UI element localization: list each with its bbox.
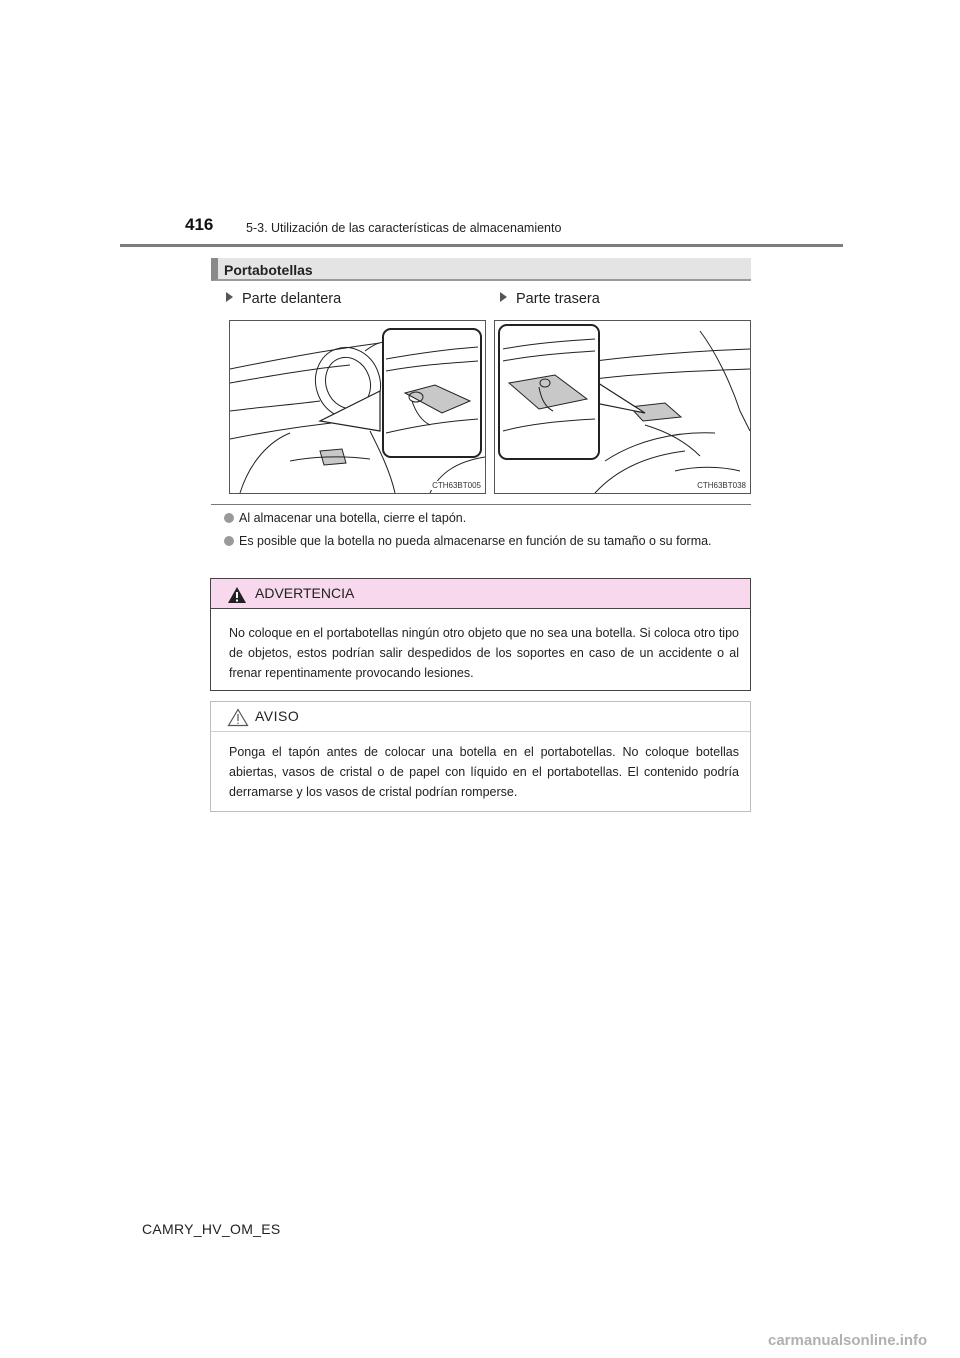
section-title: Portabotellas	[224, 262, 313, 278]
page-number: 416	[185, 215, 214, 234]
chapter-title: 5-3. Utilización de las características de almacenamiento	[246, 221, 562, 235]
round-bullet-icon	[224, 536, 234, 546]
figure-divider	[211, 504, 751, 505]
round-bullet-icon	[224, 513, 234, 523]
watermark: carmanualsonline.info	[768, 1332, 928, 1349]
rear-bottle-holder-illustration	[495, 321, 750, 493]
warning-body: No coloque en el portabotellas ningún otro objeto que no sea una botella. Si coloca otro tipo de objetos, estos podrían salir despedidos de los soportes en caso de un accidente o al frenar repentinamente provocando lesiones.	[229, 626, 739, 680]
warning-title: ADVERTENCIA	[255, 585, 355, 601]
figure-rear-bottle-holder	[494, 320, 751, 494]
header-divider	[120, 244, 843, 247]
notice-body: Ponga el tapón antes de colocar una botella en el portabotellas. No coloque botellas abiertas, vasos de cristal o de papel con líquido en el portabotellas. El contenido podría derramarse y los vasos de cristal podrían romperse.	[229, 745, 739, 799]
front-bottle-holder-illustration	[230, 321, 485, 493]
figure-front-bottle-holder	[229, 320, 486, 494]
figure-code-front: CTH63BT005	[432, 481, 481, 490]
caution-outline-icon	[227, 708, 249, 727]
figure-label-rear: Parte trasera	[500, 291, 600, 307]
figure-label-front: Parte delantera	[226, 291, 341, 307]
figure-code-rear: CTH63BT038	[697, 481, 746, 490]
triangle-bullet-icon	[500, 292, 507, 302]
triangle-bullet-icon	[226, 292, 233, 302]
document-code: CAMRY_HV_OM_ES	[142, 1221, 281, 1237]
notice-title: AVISO	[255, 708, 300, 724]
warning-triangle-icon	[227, 586, 247, 604]
list-item: Es posible que la botella no pueda almacenarse en función de su tamaño o su forma.	[224, 533, 744, 550]
list-item: Al almacenar una botella, cierre el tapón.	[224, 510, 744, 527]
